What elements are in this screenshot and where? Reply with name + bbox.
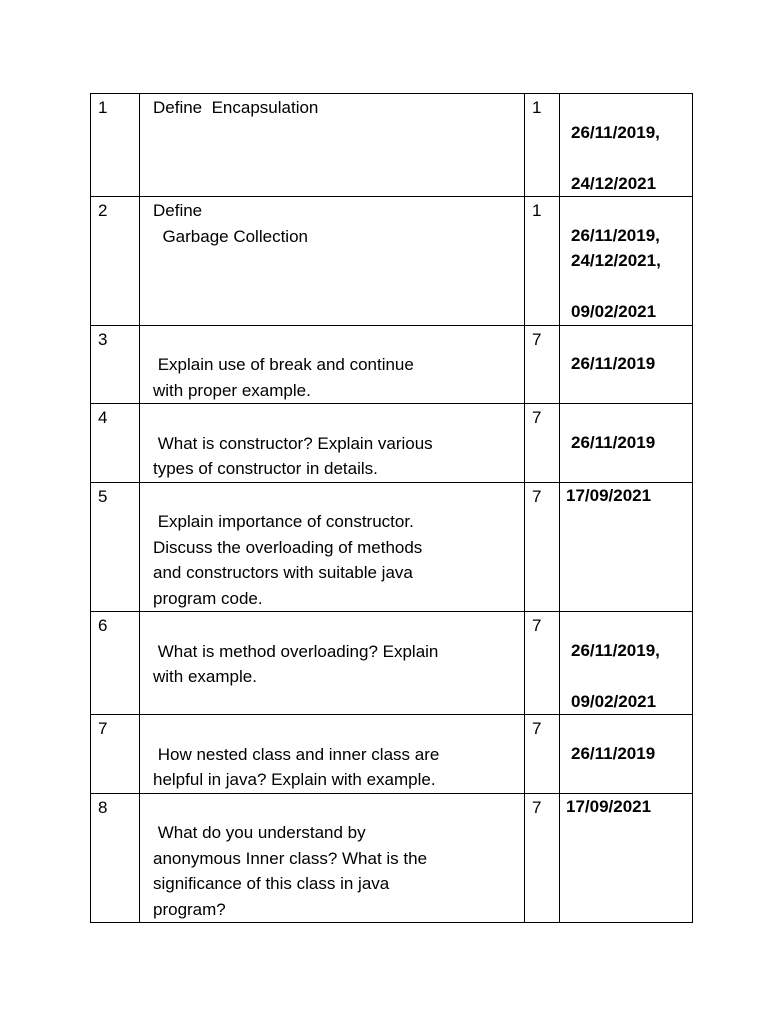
question-text [140, 715, 525, 794]
question-number: 6 [91, 612, 140, 715]
exam-date: 17/09/2021 [566, 796, 652, 816]
spacer [566, 326, 692, 352]
question-text [140, 404, 525, 483]
question-marks: 7 [525, 325, 560, 404]
exam-dates [560, 325, 693, 404]
question-text [140, 94, 525, 197]
exam-dates [560, 404, 693, 483]
spacer [153, 405, 524, 431]
spacer [153, 613, 524, 639]
spacer [566, 715, 692, 741]
exam-date: 26/11/2019, [571, 122, 660, 142]
spacer [566, 274, 692, 300]
question-text [140, 612, 525, 715]
table-row [91, 715, 693, 794]
question-line: program code. [153, 588, 263, 608]
question-marks: 1 [525, 197, 560, 326]
question-line: helpful in java? Explain with example. [153, 770, 436, 789]
question-line: What is constructor? Explain various [153, 433, 433, 453]
exam-dates [560, 482, 693, 612]
question-line: with example. [153, 667, 257, 686]
exam-date: 17/09/2021 [566, 485, 652, 505]
spacer [153, 484, 524, 510]
question-marks: 7 [525, 612, 560, 715]
question-line: Discuss the overloading of methods [153, 537, 423, 557]
question-line: What is method overloading? Explain [153, 641, 439, 661]
spacer [566, 145, 692, 171]
question-number: 8 [91, 793, 140, 923]
question-marks: 7 [525, 482, 560, 612]
exam-dates [560, 793, 693, 923]
exam-date: 26/11/2019, [571, 640, 660, 660]
question-text [140, 482, 525, 612]
question-line: Define Encapsulation [153, 98, 319, 117]
exam-date: 09/02/2021 [571, 691, 657, 711]
question-marks: 7 [525, 715, 560, 794]
question-line: program? [153, 899, 226, 919]
question-line: types of constructor in details. [153, 459, 378, 478]
question-line: Garbage Collection [153, 226, 308, 246]
exam-date: 26/11/2019 [571, 432, 656, 452]
table-row [91, 482, 693, 612]
question-line: Define [153, 201, 203, 220]
question-marks: 1 [525, 94, 560, 197]
question-line: What do you understand by [153, 823, 366, 842]
question-text [140, 325, 525, 404]
spacer [153, 716, 524, 742]
question-line: and constructors with suitable java [153, 563, 413, 582]
spacer [566, 612, 692, 638]
spacer [153, 327, 524, 353]
exam-dates [560, 715, 693, 794]
question-line: How nested class and inner class are [153, 744, 440, 764]
spacer [566, 663, 692, 689]
question-line: Explain use of break and continue [153, 355, 414, 374]
exam-dates [560, 612, 693, 715]
table-row [91, 197, 693, 326]
table-row [91, 612, 693, 715]
questions-table [90, 93, 693, 923]
spacer [566, 94, 692, 120]
table-row [91, 793, 693, 923]
question-marks: 7 [525, 793, 560, 923]
question-number: 1 [91, 94, 140, 197]
questions-table-body [91, 94, 693, 923]
question-number: 4 [91, 404, 140, 483]
question-text [140, 197, 525, 326]
question-number: 7 [91, 715, 140, 794]
table-row [91, 404, 693, 483]
exam-date: 24/12/2021 [571, 173, 657, 193]
question-number: 5 [91, 482, 140, 612]
exam-dates [560, 197, 693, 326]
exam-date: 26/11/2019 [571, 743, 656, 763]
table-row [91, 325, 693, 404]
question-number: 3 [91, 325, 140, 404]
exam-dates [560, 94, 693, 197]
question-line: significance of this class in java [153, 874, 390, 893]
exam-date: 26/11/2019 [571, 354, 656, 373]
exam-date: 24/12/2021, [571, 251, 661, 270]
table-row [91, 94, 693, 197]
spacer [566, 197, 692, 223]
question-line: with proper example. [153, 380, 311, 400]
question-number: 2 [91, 197, 140, 326]
exam-date: 26/11/2019, [571, 225, 660, 245]
spacer [153, 795, 524, 821]
question-line: anonymous Inner class? What is the [153, 848, 428, 868]
spacer [566, 404, 692, 430]
question-text [140, 793, 525, 923]
question-line: Explain importance of constructor. [153, 512, 414, 531]
exam-date: 09/02/2021 [571, 302, 657, 321]
question-marks: 7 [525, 404, 560, 483]
